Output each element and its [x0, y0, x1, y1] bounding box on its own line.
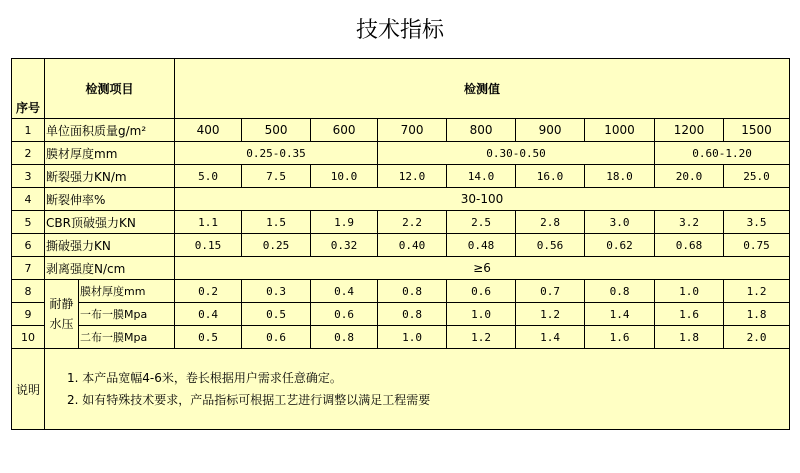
value-cell: 1.6 — [655, 303, 724, 326]
header-value: 检测值 — [175, 59, 790, 119]
table-row — [12, 211, 790, 234]
row-item-label: 撕破强力KN — [45, 234, 175, 257]
table-row — [12, 165, 790, 188]
value-cell: 0.5 — [175, 326, 242, 349]
value-cell: 3.0 — [585, 211, 655, 234]
value-cell: 2.8 — [516, 211, 585, 234]
row-item-label: 断裂伸率% — [45, 188, 175, 211]
value-cell: 1.2 — [516, 303, 585, 326]
value-cell: 700 — [378, 119, 447, 142]
merged-value-cell: 0.25-0.35 — [175, 142, 378, 165]
row-number: 4 — [12, 188, 45, 211]
value-cell: 2.2 — [378, 211, 447, 234]
table-row — [12, 119, 790, 142]
spec-table — [11, 58, 790, 430]
value-cell: 0.3 — [242, 280, 311, 303]
value-cell: 0.15 — [175, 234, 242, 257]
value-cell: 18.0 — [585, 165, 655, 188]
value-cell: 0.75 — [724, 234, 790, 257]
value-cell: 1200 — [655, 119, 724, 142]
note-line: 1. 本产品宽幅4-6米，卷长根据用户需求任意确定。 — [67, 371, 342, 385]
value-cell: 12.0 — [378, 165, 447, 188]
value-cell: 0.5 — [242, 303, 311, 326]
table-header-row — [12, 59, 790, 119]
value-cell: 1.1 — [175, 211, 242, 234]
page-title: 技术指标 — [355, 18, 444, 43]
table-row — [12, 188, 790, 211]
value-cell: 0.4 — [311, 280, 378, 303]
header-seq: 序号 — [12, 59, 45, 119]
value-cell: 14.0 — [447, 165, 516, 188]
value-cell: 1500 — [724, 119, 790, 142]
value-cell: 600 — [311, 119, 378, 142]
value-cell: 0.8 — [585, 280, 655, 303]
merged-value-cell: 30-100 — [175, 188, 790, 211]
value-cell: 1000 — [585, 119, 655, 142]
row-item-label: 断裂强力KN/m — [45, 165, 175, 188]
row-number: 3 — [12, 165, 45, 188]
row-item-label: 一布一膜Mpa — [79, 303, 175, 326]
notes-row — [12, 349, 790, 430]
value-cell: 25.0 — [724, 165, 790, 188]
value-cell: 1.8 — [724, 303, 790, 326]
value-cell: 0.68 — [655, 234, 724, 257]
merged-value-cell: 0.60-1.20 — [655, 142, 790, 165]
value-cell: 1.4 — [516, 326, 585, 349]
row-number: 2 — [12, 142, 45, 165]
value-cell: 0.8 — [378, 280, 447, 303]
table-row — [12, 234, 790, 257]
value-cell: 0.6 — [447, 280, 516, 303]
row-item-label: 膜材厚度mm — [79, 280, 175, 303]
value-cell: 0.6 — [242, 326, 311, 349]
value-cell: 500 — [242, 119, 311, 142]
value-cell: 2.0 — [724, 326, 790, 349]
value-cell: 1.9 — [311, 211, 378, 234]
value-cell: 0.25 — [242, 234, 311, 257]
value-cell: 1.2 — [447, 326, 516, 349]
row-item-label: 剥离强度N/cm — [45, 257, 175, 280]
row-number: 10 — [12, 326, 45, 349]
header-item: 检测项目 — [45, 59, 175, 119]
row-number: 9 — [12, 303, 45, 326]
row-item-label: 单位面积质量g/m² — [45, 119, 175, 142]
value-cell: 900 — [516, 119, 585, 142]
value-cell: 400 — [175, 119, 242, 142]
row-item-label: 二布一膜Mpa — [79, 326, 175, 349]
row-item-label: CBR顶破强力KN — [45, 211, 175, 234]
value-cell: 1.5 — [242, 211, 311, 234]
group-label-hydrostatic: 耐静水压 — [45, 280, 79, 349]
value-cell: 0.2 — [175, 280, 242, 303]
value-cell: 1.4 — [585, 303, 655, 326]
value-cell: 0.7 — [516, 280, 585, 303]
row-item-label: 膜材厚度mm — [45, 142, 175, 165]
row-number: 8 — [12, 280, 45, 303]
merged-value-cell: ≥6 — [175, 257, 790, 280]
value-cell: 10.0 — [311, 165, 378, 188]
value-cell: 3.5 — [724, 211, 790, 234]
value-cell: 1.2 — [724, 280, 790, 303]
value-cell: 1.0 — [655, 280, 724, 303]
value-cell: 1.8 — [655, 326, 724, 349]
value-cell: 0.40 — [378, 234, 447, 257]
row-number: 5 — [12, 211, 45, 234]
value-cell: 16.0 — [516, 165, 585, 188]
table-row — [12, 303, 790, 326]
value-cell: 1.6 — [585, 326, 655, 349]
value-cell: 0.4 — [175, 303, 242, 326]
value-cell: 800 — [447, 119, 516, 142]
value-cell: 2.5 — [447, 211, 516, 234]
value-cell: 0.6 — [311, 303, 378, 326]
notes-content — [45, 349, 790, 430]
value-cell: 0.8 — [378, 303, 447, 326]
value-cell: 0.48 — [447, 234, 516, 257]
table-row — [12, 280, 790, 303]
row-number: 7 — [12, 257, 45, 280]
value-cell: 7.5 — [242, 165, 311, 188]
table-row — [12, 142, 790, 165]
value-cell: 5.0 — [175, 165, 242, 188]
merged-value-cell: 0.30-0.50 — [378, 142, 655, 165]
value-cell: 3.2 — [655, 211, 724, 234]
value-cell: 0.8 — [311, 326, 378, 349]
value-cell: 0.62 — [585, 234, 655, 257]
value-cell: 20.0 — [655, 165, 724, 188]
value-cell: 0.32 — [311, 234, 378, 257]
note-line: 2. 如有特殊技术要求，产品指标可根据工艺进行调整以满足工程需要 — [67, 393, 431, 407]
notes-label: 说明 — [12, 349, 45, 430]
table-row — [12, 326, 790, 349]
row-number: 1 — [12, 119, 45, 142]
value-cell: 1.0 — [447, 303, 516, 326]
table-row — [12, 257, 790, 280]
value-cell: 1.0 — [378, 326, 447, 349]
value-cell: 0.56 — [516, 234, 585, 257]
row-number: 6 — [12, 234, 45, 257]
